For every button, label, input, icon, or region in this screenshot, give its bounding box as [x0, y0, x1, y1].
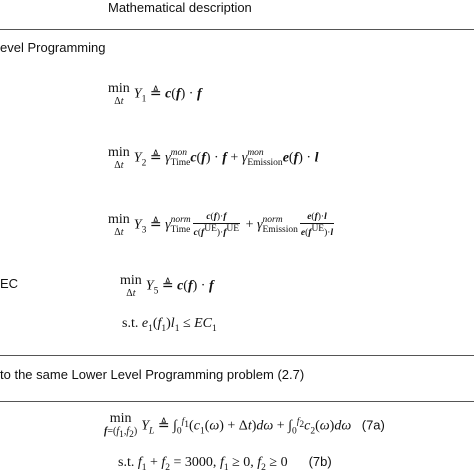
- eq-7a-label: (7a): [361, 417, 385, 433]
- column-header: Mathematical description: [108, 0, 252, 15]
- section-lower-label: to the same Lower Level Programming problem (2.7): [0, 367, 305, 382]
- section-rule-1: [0, 355, 474, 356]
- eq-7b-label: (7b): [308, 454, 332, 469]
- eq-7b-values: = 3000,: [173, 455, 217, 470]
- section-rule-2: [0, 401, 474, 402]
- equation-y3: min Δt $Y_3$ ≜ γ norm Time $\frac{c(f)\cdot f}{c(f^{UE})\cdot f^{UE}}$ + γ norm Emission $\frac{e(f)\cdot l}{e(f^{UE})\cdot l}$: [108, 212, 334, 239]
- equation-y2: min Δt $Y_2$ ≜ γ mon Time c(f) · f + γ mon Emission e(f) · l: [108, 145, 319, 171]
- constraint-prefix-7b: s.t.: [118, 455, 135, 470]
- equation-7b: s.t. $f_1 + f_2 = 3000$, $f_1 \ge 0$, $f_2 \ge 0$ (7b): [118, 454, 332, 473]
- header-rule: [0, 29, 474, 30]
- equation-7a: min $f=(f_1,f_2)$ $Y_L$ ≜ $\int_0^{f_1}(c_1(\omega) + \Delta t)d\omega + \int_0^{f_2}c_2(\omega)d\omega$ (7a): [104, 411, 385, 440]
- equation-y1: min Δt $Y_1$ ≜ c(f) · f: [108, 81, 202, 107]
- constraint-ec: s.t. $e_1(f_1)l_1 \le EC_1$: [122, 316, 217, 334]
- constraint-prefix: s.t.: [122, 316, 139, 331]
- equation-y5: min Δt $Y_5$ ≜ c(f) · f: [120, 273, 214, 299]
- row-label-ec: EC: [0, 276, 19, 291]
- section-upper-label: evel Programming: [0, 40, 106, 55]
